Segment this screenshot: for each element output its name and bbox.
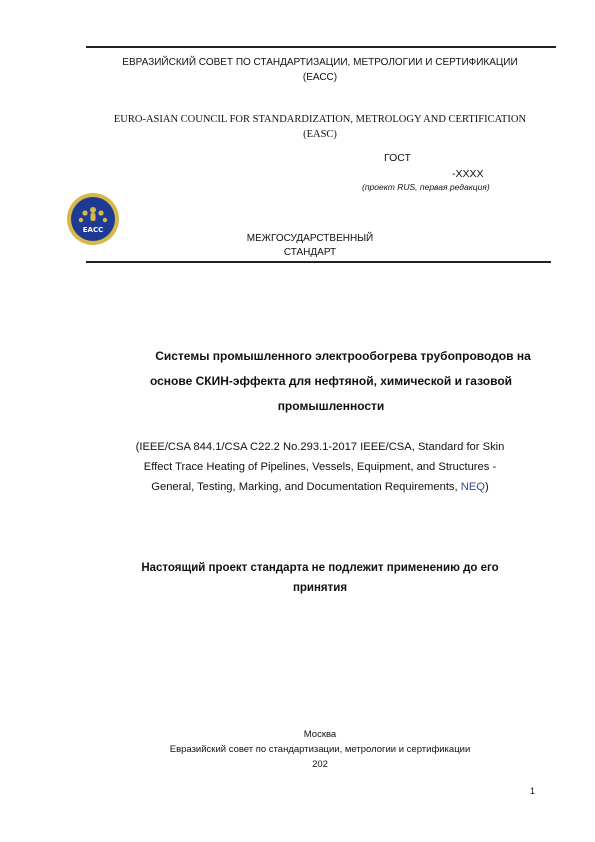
interstate-line1: МЕЖГОСУДАРСТВЕННЫЙ [246, 233, 374, 244]
neq-label: NEQ [460, 481, 485, 493]
council-name-ru-line1: ЕВРАЗИЙСКИЙ СОВЕТ ПО СТАНДАРТИЗАЦИИ, МЕТРОЛОГИИ И СЕРТИФИКАЦИИ [122, 57, 518, 68]
gost-number: -XXXX [452, 168, 484, 180]
draft-notice [80, 558, 560, 598]
title-line3: промышленности [277, 399, 385, 413]
notice-line2: принятия [292, 582, 348, 594]
gost-label: ГОСТ [384, 152, 411, 164]
footer-year: 202 [312, 759, 328, 770]
notice-line1: Настоящий проект стандарта не подлежит применению до его [141, 562, 499, 574]
eacc-logo-icon [66, 192, 120, 246]
interstate-line2: СТАНДАРТ [283, 247, 337, 258]
council-abbr-ru: (ЕАСС) [302, 72, 338, 83]
footer-city: Москва [303, 729, 337, 740]
document-title [96, 344, 566, 419]
standard-reference [70, 437, 570, 497]
logo-text: EACC [82, 226, 104, 234]
council-abbr-en: (EASC) [303, 129, 337, 140]
council-name-en [60, 112, 580, 142]
council-name-en-line1: EURO-ASIAN COUNCIL FOR STANDARDIZATION, METROLOGY AND CERTIFICATION [113, 114, 527, 125]
reference-line3-main: General, Testing, Marking, and Documentation Requirements, [151, 481, 461, 493]
reference-line3 [70, 477, 570, 497]
title-line1: Системы промышленного электрообогрева трубопроводов на [155, 349, 531, 363]
reference-line2: Effect Trace Heating of Pipelines, Vessels, Equipment, and Structures - [143, 461, 497, 473]
top-rule [86, 46, 556, 48]
interstate-standard-label [200, 232, 420, 260]
page-number: 1 [530, 786, 536, 796]
reference-line3-end: ) [485, 481, 489, 493]
draft-note: (проект RUS, первая редакция) [362, 182, 490, 192]
reference-line1: (IEEE/CSA 844.1/CSA C22.2 No.293.1-2017 IEEE/CSA, Standard for Skin [135, 441, 505, 453]
footer-publisher: Евразийский совет по стандартизации, метрологии и сертификации [169, 744, 471, 755]
council-name-ru [60, 55, 580, 85]
bottom-rule [86, 261, 551, 263]
title-line2: основе СКИН-эффекта для нефтяной, химической и газовой [149, 374, 513, 388]
